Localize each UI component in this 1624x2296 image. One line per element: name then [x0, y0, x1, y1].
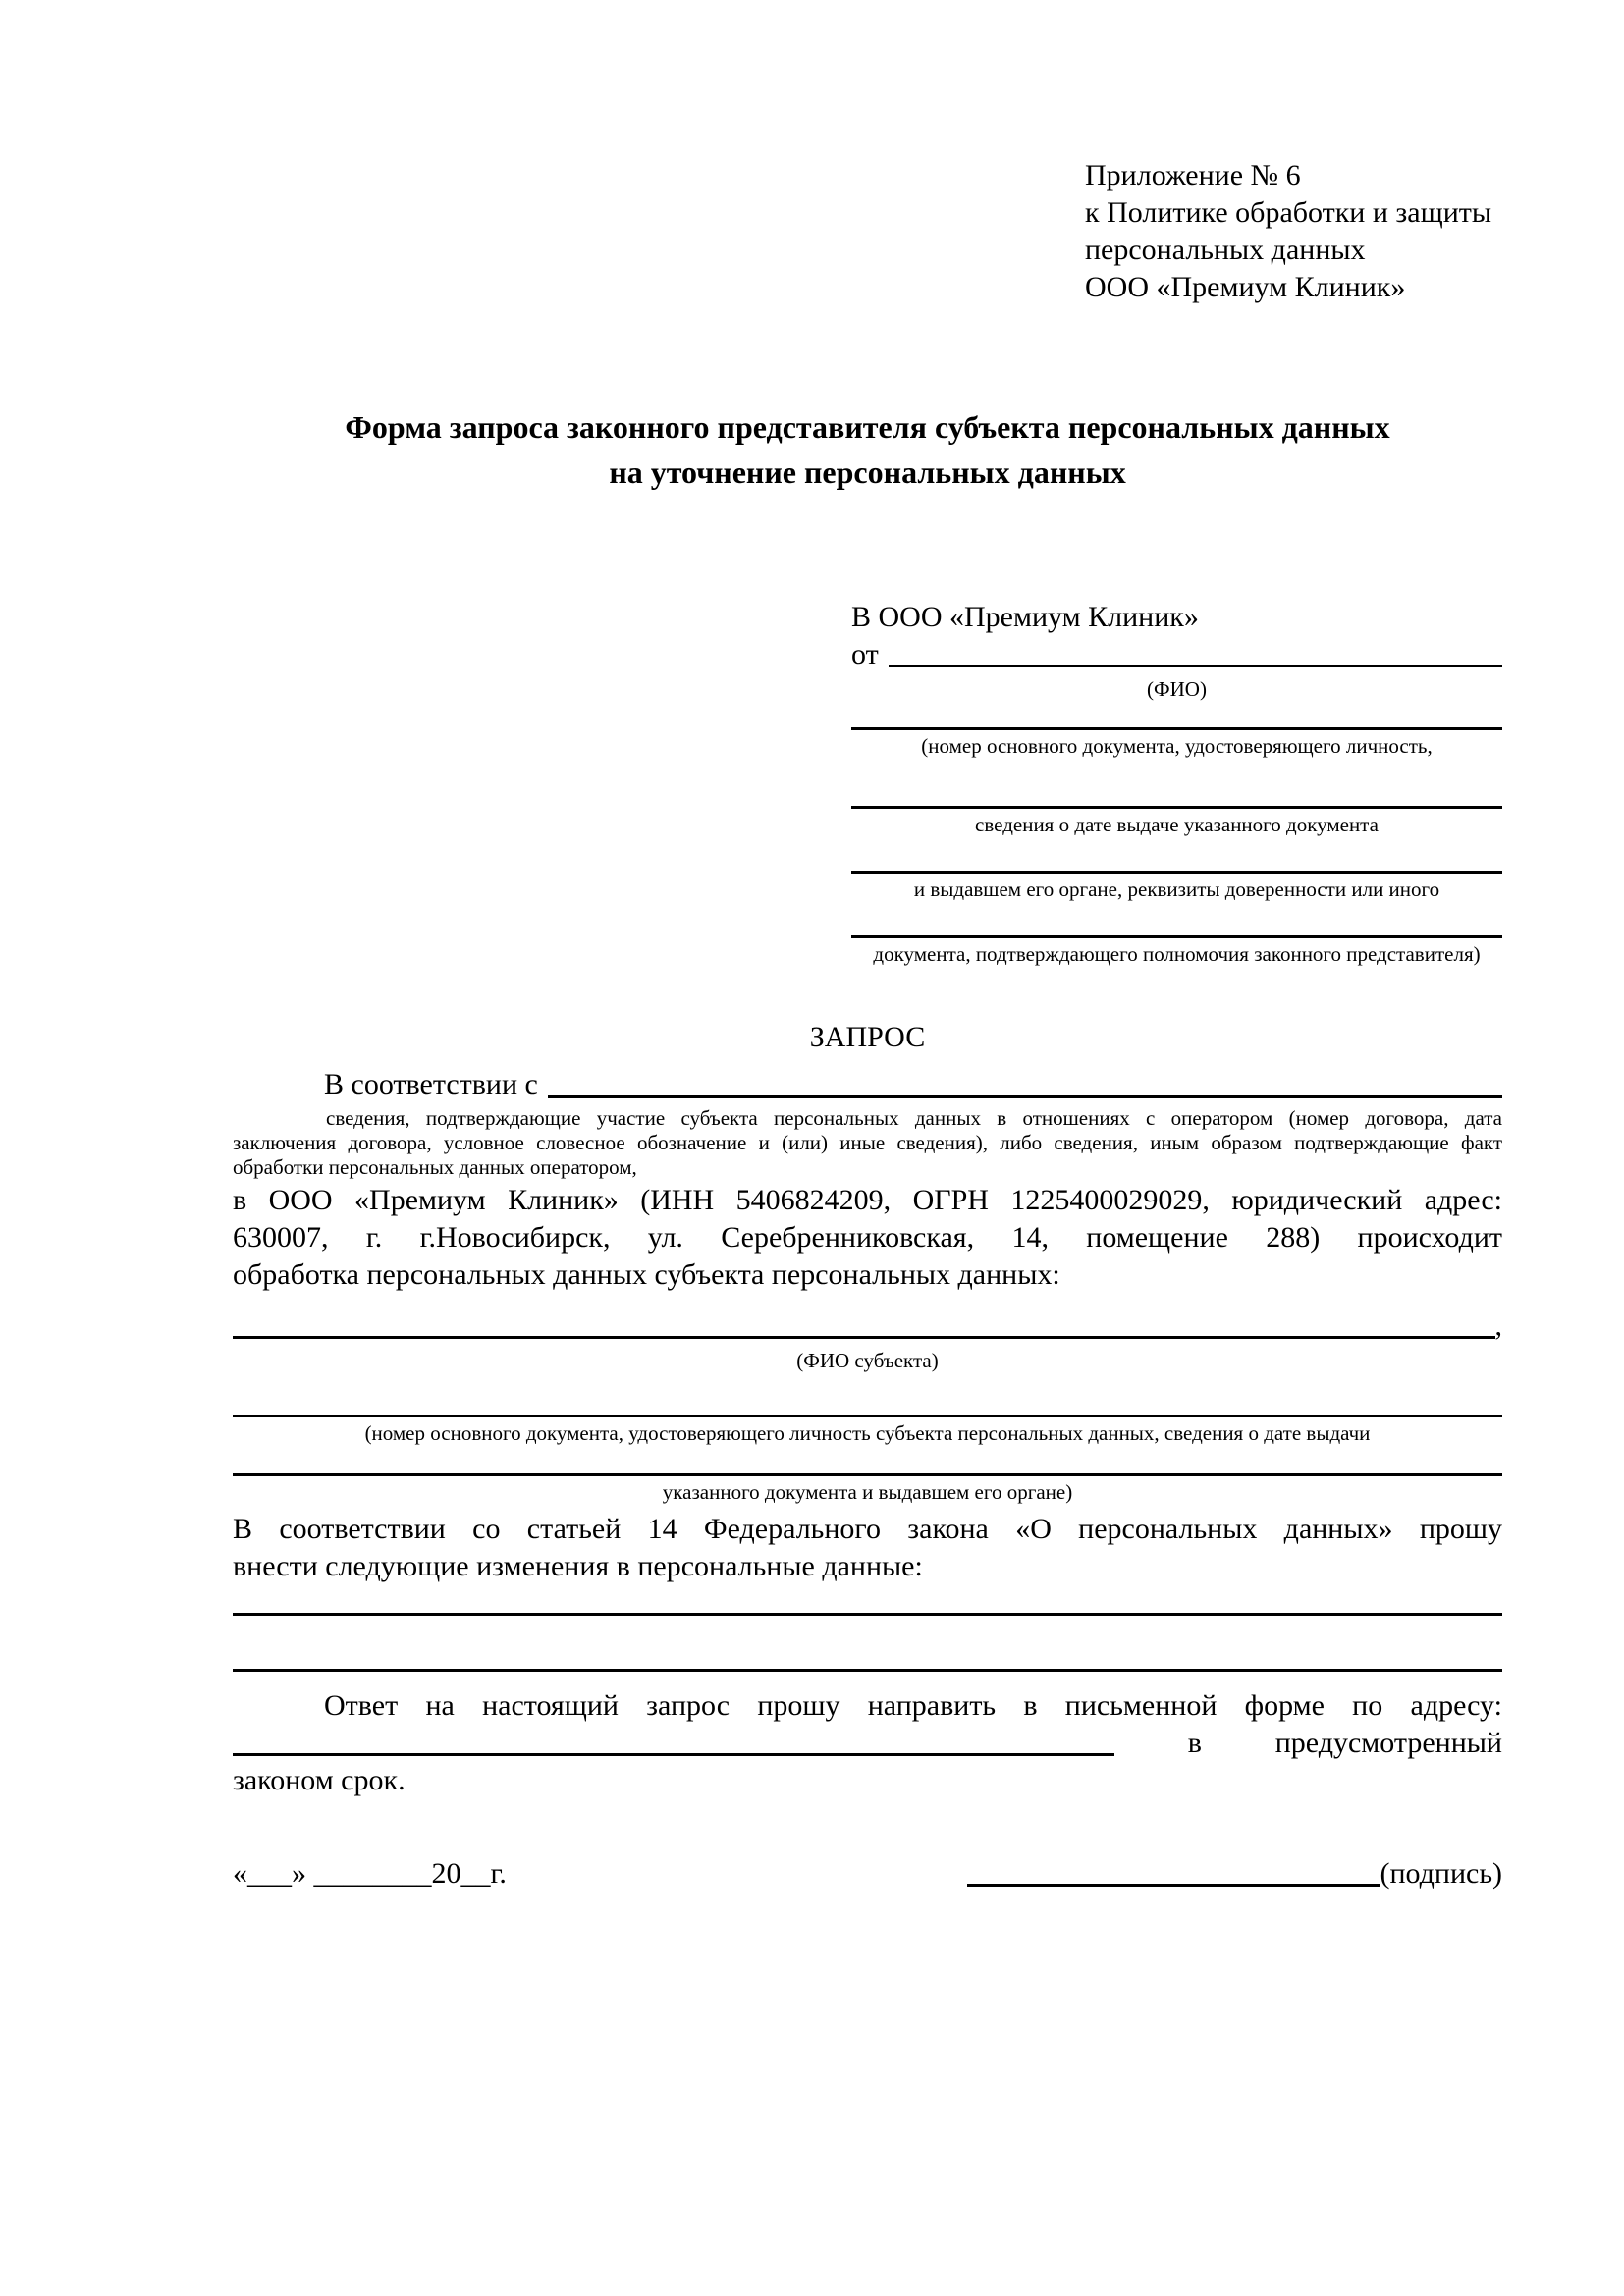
law-paragraph [233, 1511, 1502, 1585]
reply-word-stipulated: предусмотренный [1274, 1727, 1502, 1759]
addressee-block [851, 599, 1502, 967]
changes-line-1 [233, 1613, 1502, 1616]
basis-footnote-line-1: сведения, подтверждающие участие субъекта персональных данных в отношениях с оператором (номер договора, дата [326, 1106, 1502, 1130]
basis-footnote-line-3: обработки персональных данных оператором, [233, 1155, 637, 1179]
signature-line [967, 1884, 1380, 1887]
subject-doc-caption-1: (номер основного документа, удостоверяющего личность субъекта персональных данных, сведения о дате выдачи [364, 1421, 1371, 1445]
subject-doc-line-2 [233, 1473, 1502, 1476]
reply-tail: законом срок. [233, 1764, 406, 1796]
law-paragraph-line-2: внести следующие изменения в персональные данные: [233, 1550, 923, 1582]
reply-paragraph: Ответ на настоящий запрос прошу направить в письменной форме по адресу: [324, 1689, 1502, 1722]
representative-doc-caption-2: сведения о дате выдаче указанного документа [975, 813, 1379, 836]
representative-doc-line-2 [851, 806, 1502, 809]
operator-paragraph-line-2: 630007, г. г.Новосибирск, ул. Серебренниковская, 14, помещение 288) происходит [233, 1221, 1502, 1254]
subject-name-line [233, 1336, 1495, 1339]
appendix-header [1085, 157, 1502, 306]
representative-doc-line-1 [851, 727, 1502, 730]
representative-doc-caption-3: и выдавшем его органе, реквизиты доверенности или иного [913, 878, 1440, 901]
basis-line [548, 1095, 1502, 1098]
addressee-organization: В ООО «Премиум Клиник» [851, 601, 1199, 633]
reply-address-row [233, 1725, 1502, 1762]
form-title-line-1: Форма запроса законного представителя субъекта персональных данных [345, 409, 1390, 445]
from-row [851, 636, 1502, 673]
appendix-line-2: к Политике обработки и защиты [1085, 196, 1492, 229]
subject-doc-line-1 [233, 1415, 1502, 1417]
from-label: от [851, 638, 879, 670]
representative-doc-line-4 [851, 935, 1502, 938]
operator-paragraph [233, 1182, 1502, 1294]
footer-row [233, 1854, 1502, 1894]
representative-doc-caption-4: документа, подтверждающего полномочия законного представителя) [873, 942, 1481, 966]
law-paragraph-line-1: В соответствии со статьей 14 Федерального закона «О персональных данных» прошу [233, 1513, 1502, 1545]
subject-name-row [233, 1308, 1502, 1345]
form-title-line-2: на уточнение персональных данных [609, 454, 1126, 490]
appendix-line-3: персональных данных [1085, 234, 1366, 266]
signature-group [967, 1854, 1502, 1894]
subject-line-comma: , [1494, 1309, 1502, 1342]
operator-paragraph-line-1: в ООО «Премиум Клиник» (ИНН 5406824209, ОГРН 1225400029029, юридический адрес: [233, 1184, 1502, 1216]
reply-word-in: в [1187, 1727, 1202, 1759]
representative-doc-caption-1: (номер основного документа, удостоверяющего личность, [921, 734, 1433, 758]
subject-doc-caption-2: указанного документа и выдавшем его органе) [662, 1480, 1073, 1504]
basis-footnote [233, 1106, 1502, 1180]
reply-address-line [233, 1753, 1114, 1756]
appendix-line-1: Приложение № 6 [1085, 159, 1301, 191]
appendix-line-4: ООО «Премиум Клиник» [1085, 271, 1406, 303]
basis-label: В соответствии с [324, 1068, 538, 1100]
changes-line-2 [233, 1669, 1502, 1672]
representative-doc-line-3 [851, 871, 1502, 874]
basis-footnote-line-2: заключения договора, условное словесное обозначение и (или) иные сведения), либо сведения, иным образом подтверждающие факт [233, 1131, 1502, 1154]
signature-caption: (подпись) [1380, 1857, 1502, 1890]
request-heading: ЗАПРОС [809, 1021, 926, 1053]
representative-name-line [889, 665, 1502, 667]
date-line: «___» ________20__г. [233, 1857, 507, 1890]
operator-paragraph-line-3: обработка персональных данных субъекта персональных данных: [233, 1258, 1060, 1291]
subject-fio-caption: (ФИО субъекта) [796, 1349, 939, 1372]
form-title [233, 404, 1502, 495]
fio-caption: (ФИО) [1147, 677, 1207, 701]
basis-row [233, 1065, 1502, 1104]
